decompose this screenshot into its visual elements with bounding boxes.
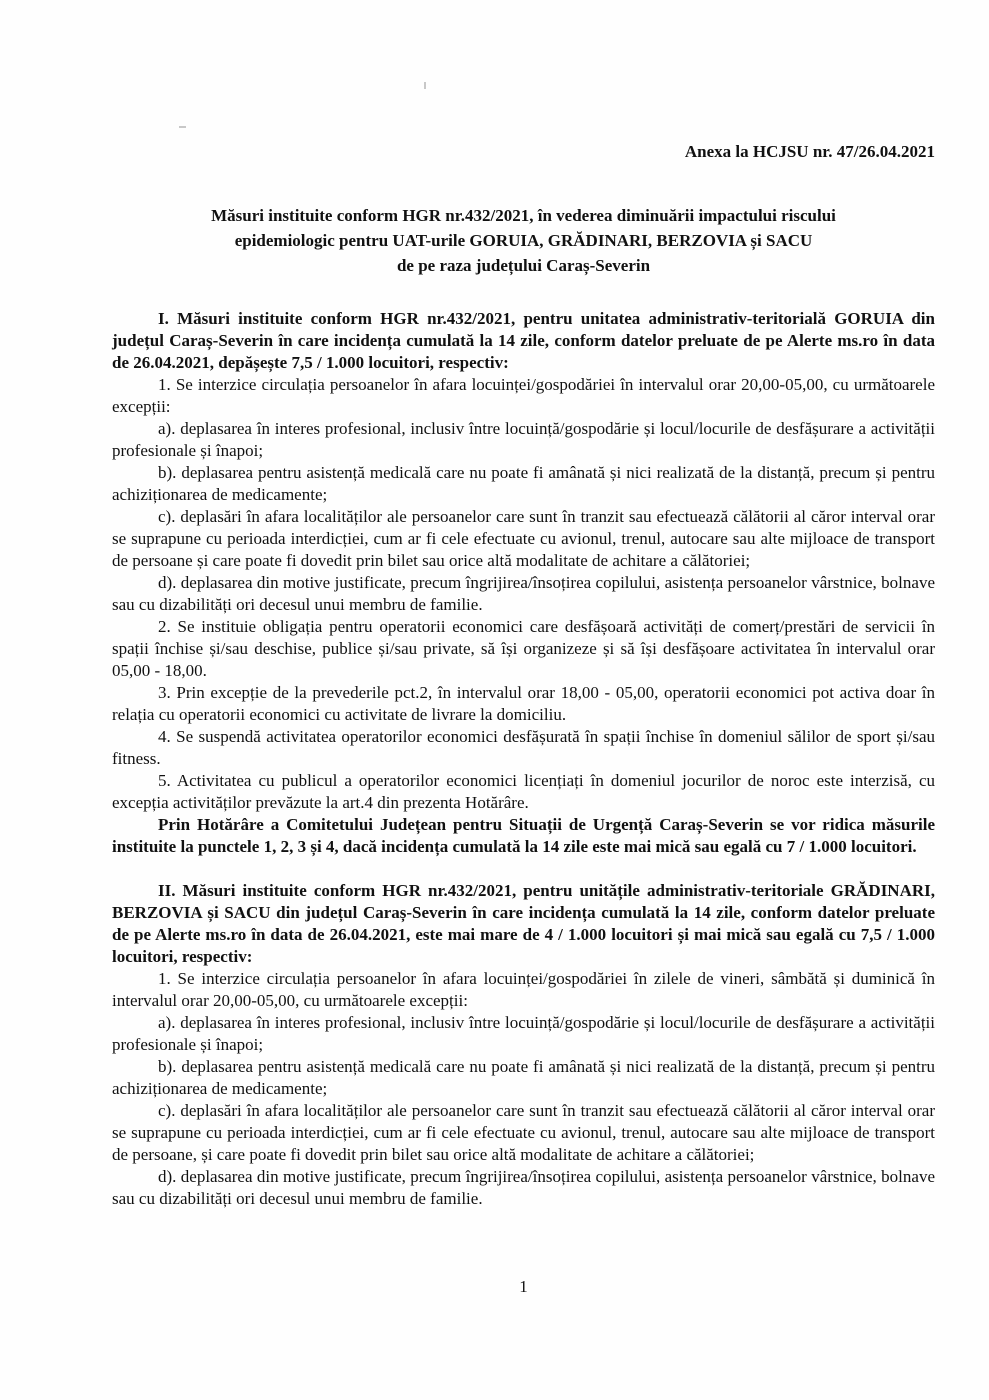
annex-reference: Anexa la HCJSU nr. 47/26.04.2021	[684, 142, 935, 161]
section-ii-heading: II. Măsuri instituite conform HGR nr.432/2021, pentru unitățile administrativ-teritoriale GRĂDINARI, BERZOVIA și SACU din județul Caraș-Severin în care incidența cumulată la 14 zile, conform datelor preluate de pe Alerte ms.ro în data de 26.04.2021, este mai mare de 4 / 1.000 locuitori și mai mică sau egală cu 7,5 / 1.000 locuitori, respectiv:	[112, 881, 935, 966]
section-i-closing: Prin Hotărâre a Comitetului Județean pentru Situații de Urgență Caraș-Severin se vor ridica măsurile instituite la punctele 1, 2, 3 și 4, dacă incidența cumulată la 14 zile este mai mică sau egală cu 7 / 1.000 locuitori.	[112, 815, 935, 856]
section-i-item-1a: a). deplasarea în interes profesional, inclusiv între locuință/gospodărie și locul/locurile de desfășurare a activității profesionale și înapoi;	[112, 419, 935, 460]
section-ii-item-1: 1. Se interzice circulația persoanelor în afara locuinței/gospodăriei în zilele de vineri, sâmbătă și duminică în intervalul orar 20,00-05,00, cu următoarele excepții:	[112, 969, 935, 1010]
section-i-item-1b: b). deplasarea pentru asistență medicală care nu poate fi amânată și nici realizată de la distanță, precum și pentru achiziționarea de medicamente;	[112, 463, 935, 504]
section-i-item-1c: c). deplasări în afara localităților ale persoanelor care sunt în tranzit sau efectuează călătorii al căror interval orar se suprapune cu perioada interdicției, cum ar fi cele efectuate cu avionul, trenul, autocare sau alte mijloace de transport de persoane și care poate fi dovedit prin bilet sau orice altă modalitate de achitare a călătoriei;	[112, 507, 935, 570]
section-i-item-1: 1. Se interzice circulația persoanelor în afara locuinței/gospodăriei în intervalul orar 20,00-05,00, cu următoarele excepții:	[112, 375, 935, 416]
scan-artifact	[179, 126, 186, 128]
section-i-item-5: 5. Activitatea cu publicul a operatorilor economici licențiați în domeniul jocurilor de noroc este interzisă, cu excepția activităților prevăzute la art.4 din prezenta Hotărâre.	[112, 771, 935, 812]
document-title-line-3: de pe raza județului Caraș-Severin	[396, 256, 651, 275]
document-title-line-1: Măsuri instituite conform HGR nr.432/2021, în vederea diminuării impactului riscului	[211, 206, 836, 225]
document-title-line-2: epidemiologic pentru UAT-urile GORUIA, GRĂDINARI, BERZOVIA și SACU	[234, 231, 813, 250]
section-i-item-2: 2. Se instituie obligația pentru operatorii economici care desfășoară activități de comerț/prestări de servicii în spații închise și/sau deschise, publice și/sau private, să își organizeze și să își desfășoare activitatea în intervalul orar 05,00 - 18,00.	[112, 617, 935, 680]
section-i-item-3: 3. Prin excepție de la prevederile pct.2, în intervalul orar 18,00 - 05,00, operatorii economici pot activa doar în relația cu operatorii economici cu activitate de livrare la domiciliu.	[112, 683, 935, 724]
section-ii-item-1b: b). deplasarea pentru asistență medicală care nu poate fi amânată și nici realizată de la distanță, precum și pentru achiziționarea de medicamente;	[112, 1057, 935, 1098]
section-i-heading: I. Măsuri instituite conform HGR nr.432/2021, pentru unitatea administrativ-teritorială GORUIA din județul Caraș-Severin în care incidența cumulată la 14 zile, conform datelor preluate de pe Alerte ms.ro în data de 26.04.2021, depășește 7,5 / 1.000 locuitori, respectiv:	[112, 309, 935, 372]
scan-artifact	[424, 82, 426, 89]
section-ii-item-1a: a). deplasarea în interes profesional, inclusiv între locuință/gospodărie și locul/locurile de desfășurare a activității profesionale și înapoi;	[112, 1013, 935, 1054]
section-i-item-4: 4. Se suspendă activitatea operatorilor economici desfășurată în spații închise în domeniul sălilor de sport și/sau fitness.	[112, 727, 935, 768]
section-i	[112, 308, 935, 858]
document-body	[112, 308, 935, 1210]
section-ii-item-1c: c). deplasări în afara localităților ale persoanelor care sunt în tranzit sau efectuează călătorii al căror interval orar se suprapune cu perioada interdicției, cum ar fi cele efectuate cu avionul, trenul, autocare sau alte mijloace de transport de persoane, și care poate fi dovedit prin bilet sau orice altă modalitate de achitare a călătoriei;	[112, 1101, 935, 1164]
section-i-item-1d: d). deplasarea din motive justificate, precum îngrijirea/însoțirea copilului, asistența persoanelor vârstnice, bolnave sau cu dizabilități ori decesul unui membru de familie.	[112, 573, 935, 614]
section-ii-item-1d: d). deplasarea din motive justificate, precum îngrijirea/însoțirea copilului, asistența persoanelor vârstnice, bolnave sau cu dizabilități ori decesul unui membru de familie.	[112, 1167, 935, 1208]
document-title	[112, 203, 935, 278]
section-ii	[112, 880, 935, 1210]
page-number: 1	[519, 1277, 528, 1296]
